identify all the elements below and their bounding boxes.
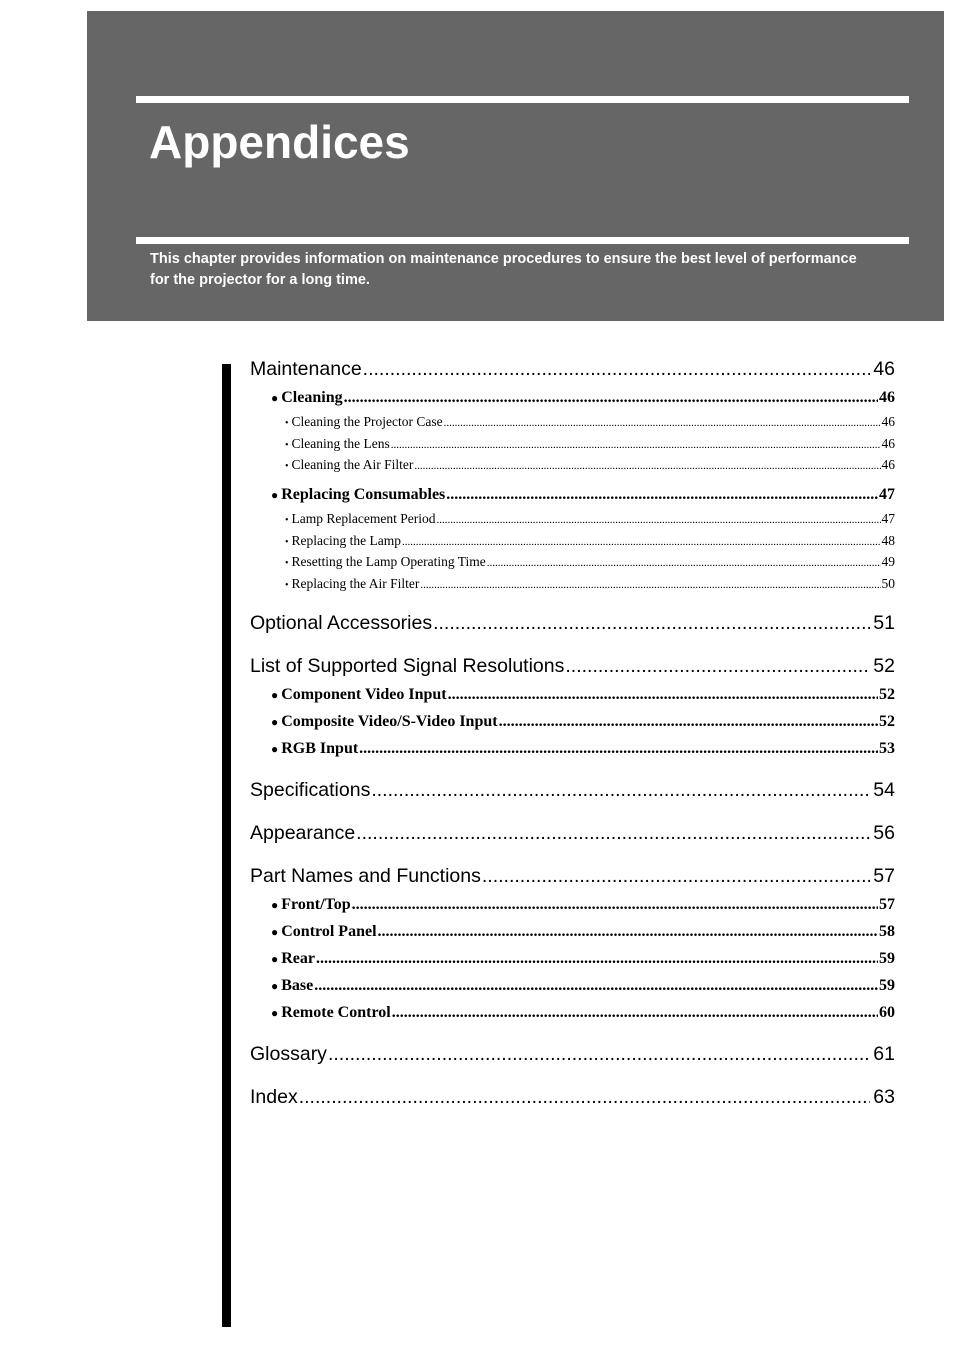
bullet-icon: • [285, 461, 289, 473]
dot-leader [371, 776, 870, 805]
bullet-icon: • [285, 439, 289, 451]
dot-leader [446, 481, 878, 508]
toc-entry-replacing-lamp[interactable] [285, 530, 895, 552]
toc-entry-appearance[interactable] [250, 819, 895, 848]
dot-leader [487, 553, 881, 573]
bullet-icon: ● [271, 951, 279, 966]
toc-label: Lamp Replacement Period [291, 511, 436, 527]
bullet-icon: ● [271, 714, 279, 729]
header-middle-rule [136, 237, 909, 244]
toc-page: 46 [879, 389, 895, 406]
toc-label: Optional Accessories [250, 611, 433, 634]
toc-entry-cleaning[interactable] [271, 384, 895, 411]
toc-label: Remote Control [281, 1003, 391, 1021]
table-of-contents [250, 355, 895, 1112]
dot-leader [299, 1083, 871, 1112]
chapter-title: Appendices [149, 116, 410, 168]
toc-entry-cleaning-lens[interactable] [285, 433, 895, 455]
toc-label: Index [250, 1085, 298, 1108]
toc-page: 49 [881, 554, 895, 570]
toc-label: List of Supported Signal Resolutions [250, 654, 565, 677]
dot-leader [402, 532, 881, 552]
toc-page: 48 [881, 532, 895, 548]
toc-label: Cleaning the Air Filter [291, 457, 414, 473]
bullet-icon: ● [271, 488, 279, 503]
chapter-header [87, 11, 944, 321]
toc-page: 53 [879, 739, 895, 757]
dot-leader [392, 999, 878, 1026]
toc-page: 47 [881, 511, 895, 527]
toc-page: 46 [881, 414, 895, 429]
toc-page: 51 [873, 611, 895, 634]
toc-entry-optional-accessories[interactable] [250, 609, 895, 638]
toc-label: Cleaning the Projector Case [291, 414, 443, 429]
toc-label: Appearance [250, 821, 356, 844]
bullet-icon: ● [271, 687, 279, 702]
dot-leader [356, 819, 870, 848]
toc-page: 58 [879, 922, 895, 940]
toc-page: 56 [873, 821, 895, 844]
bullet-icon: ● [271, 978, 279, 993]
toc-label: Glossary [250, 1042, 327, 1065]
dot-leader [314, 972, 878, 999]
bullet-icon: • [285, 418, 289, 429]
toc-page: 59 [879, 976, 895, 994]
dot-leader [444, 413, 881, 433]
toc-label: Base [281, 976, 314, 994]
toc-entry-composite-video-input[interactable] [271, 708, 895, 735]
dot-leader [328, 1040, 870, 1069]
bullet-icon: • [285, 536, 289, 548]
dot-leader [316, 945, 878, 972]
toc-page: 52 [873, 654, 895, 677]
toc-side-bar [222, 364, 231, 1327]
chapter-intro: This chapter provides information on maintenance procedures to ensure the best level of performance for the projector for a long time. [150, 251, 857, 288]
toc-label: Replacing the Lamp [291, 532, 401, 548]
toc-page: 57 [873, 864, 895, 887]
toc-label: Part Names and Functions [250, 864, 481, 887]
dot-leader [414, 456, 880, 476]
toc-entry-cleaning-projector-case[interactable] [285, 411, 895, 433]
toc-entry-front-top[interactable] [271, 891, 895, 918]
toc-page: 61 [873, 1042, 895, 1065]
toc-page: 52 [879, 712, 895, 730]
dot-leader [391, 435, 881, 455]
toc-entry-replacing-air-filter[interactable] [285, 573, 895, 595]
toc-label: Specifications [250, 778, 371, 801]
toc-entry-resetting-lamp-time[interactable] [285, 551, 895, 573]
dot-leader [565, 652, 870, 681]
toc-entry-specifications[interactable] [250, 776, 895, 805]
toc-entry-control-panel[interactable] [271, 918, 895, 945]
toc-entry-maintenance[interactable] [250, 355, 895, 384]
dot-leader [482, 862, 870, 891]
toc-page: 50 [881, 576, 895, 592]
bullet-icon: • [285, 580, 289, 592]
bullet-icon: ● [271, 924, 279, 939]
dot-leader [344, 384, 878, 411]
dot-leader [448, 681, 878, 708]
toc-label: Resetting the Lamp Operating Time [291, 554, 486, 570]
dot-leader [352, 891, 878, 918]
toc-page: 63 [873, 1085, 895, 1108]
toc-label: Maintenance [250, 358, 362, 380]
toc-label: Replacing Consumables [281, 486, 446, 504]
toc-page: 46 [881, 435, 895, 451]
toc-label: Composite Video/S-Video Input [281, 712, 498, 730]
toc-entry-cleaning-air-filter[interactable] [285, 454, 895, 476]
toc-label: Control Panel [281, 922, 377, 940]
bullet-icon: ● [271, 897, 279, 912]
dot-leader [378, 918, 878, 945]
header-top-rule [136, 96, 909, 103]
toc-label: Replacing the Air Filter [291, 576, 420, 592]
dot-leader [420, 575, 880, 595]
toc-entry-part-names[interactable] [250, 862, 895, 891]
toc-entry-base[interactable] [271, 972, 895, 999]
toc-entry-rear[interactable] [271, 945, 895, 972]
toc-page: 60 [879, 1003, 895, 1021]
toc-label: Rear [281, 949, 316, 967]
dot-leader [436, 510, 880, 530]
toc-page: 59 [879, 949, 895, 967]
toc-entry-replacing-consumables[interactable] [271, 481, 895, 508]
toc-entry-rgb-input[interactable] [271, 735, 895, 762]
bullet-icon: • [285, 515, 289, 527]
dot-leader [363, 355, 871, 384]
bullet-icon: ● [271, 1005, 279, 1020]
toc-entry-glossary[interactable] [250, 1040, 895, 1069]
toc-page: 52 [879, 685, 895, 703]
bullet-icon: • [285, 558, 289, 570]
toc-entry-remote-control[interactable] [271, 999, 895, 1026]
toc-entry-lamp-replacement-period[interactable] [285, 508, 895, 530]
toc-entry-component-video-input[interactable] [271, 681, 895, 708]
dot-leader [433, 609, 870, 638]
toc-label: Component Video Input [281, 685, 447, 703]
dot-leader [499, 708, 878, 735]
bullet-icon: ● [271, 391, 279, 405]
toc-page: 47 [879, 486, 895, 504]
toc-page: 57 [879, 895, 895, 913]
bullet-icon: ● [271, 741, 279, 756]
toc-page: 46 [881, 457, 895, 473]
toc-label: Front/Top [281, 895, 351, 913]
toc-entry-index[interactable] [250, 1083, 895, 1112]
toc-label: RGB Input [281, 739, 359, 757]
toc-entry-signal-resolutions[interactable] [250, 652, 895, 681]
toc-page: 46 [873, 358, 895, 380]
dot-leader [359, 735, 878, 762]
toc-page: 54 [873, 778, 895, 801]
toc-label: Cleaning [281, 389, 343, 406]
toc-label: Cleaning the Lens [291, 435, 390, 451]
